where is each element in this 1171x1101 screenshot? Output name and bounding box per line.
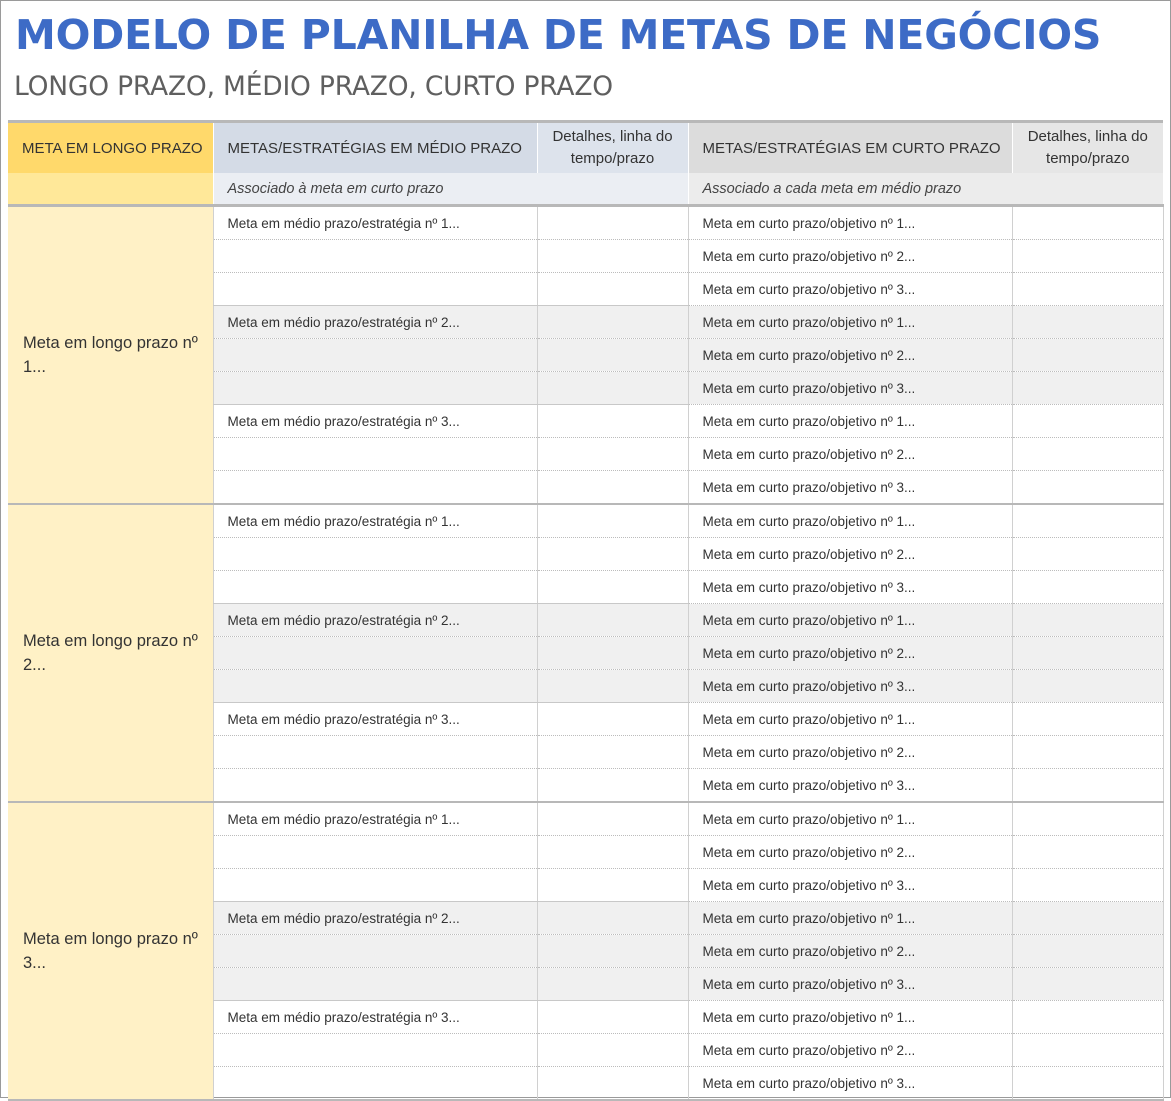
mid-term-goal-cell[interactable] <box>213 240 537 273</box>
short-term-goal-cell[interactable]: Meta em curto prazo/objetivo nº 1... <box>688 902 1012 935</box>
mid-term-goal-cell[interactable] <box>213 471 537 505</box>
mid-term-goal-cell[interactable] <box>213 372 537 405</box>
goals-table <box>8 120 1164 1101</box>
mid-term-goal-cell[interactable] <box>213 836 537 869</box>
mid-term-details-cell[interactable] <box>537 273 688 306</box>
short-term-goal-cell[interactable]: Meta em curto prazo/objetivo nº 2... <box>688 438 1012 471</box>
short-term-details-cell[interactable] <box>1012 438 1163 471</box>
short-term-details-cell[interactable] <box>1012 670 1163 703</box>
mid-term-details-cell[interactable] <box>537 438 688 471</box>
short-term-details-cell[interactable] <box>1012 206 1163 240</box>
mid-term-details-cell[interactable] <box>537 240 688 273</box>
mid-term-details-cell[interactable] <box>537 637 688 670</box>
short-term-details-cell[interactable] <box>1012 637 1163 670</box>
mid-term-details-cell[interactable] <box>537 405 688 438</box>
short-term-goal-cell[interactable]: Meta em curto prazo/objetivo nº 3... <box>688 571 1012 604</box>
short-term-details-cell[interactable] <box>1012 802 1163 836</box>
mid-term-goal-cell[interactable] <box>213 571 537 604</box>
mid-term-details-cell[interactable] <box>537 670 688 703</box>
mid-term-details-cell[interactable] <box>537 1001 688 1034</box>
page-title: MODELO DE PLANILHA DE METAS DE NEGÓCIOS <box>15 11 1102 59</box>
mid-term-goal-cell[interactable] <box>213 339 537 372</box>
mid-term-goal-cell[interactable]: Meta em médio prazo/estratégia nº 2... <box>213 902 537 935</box>
mid-term-goal-cell[interactable]: Meta em médio prazo/estratégia nº 1... <box>213 802 537 836</box>
table-row <box>8 206 1163 240</box>
table-row <box>8 504 1163 538</box>
short-term-details-cell[interactable] <box>1012 604 1163 637</box>
short-term-goal-cell[interactable]: Meta em curto prazo/objetivo nº 3... <box>688 869 1012 902</box>
short-term-goal-cell[interactable]: Meta em curto prazo/objetivo nº 2... <box>688 538 1012 571</box>
short-term-details-cell[interactable] <box>1012 836 1163 869</box>
short-term-goal-cell[interactable]: Meta em curto prazo/objetivo nº 2... <box>688 637 1012 670</box>
short-term-details-cell[interactable] <box>1012 240 1163 273</box>
short-term-goal-cell[interactable]: Meta em curto prazo/objetivo nº 3... <box>688 372 1012 405</box>
mid-term-details-cell[interactable] <box>537 802 688 836</box>
short-term-goal-cell[interactable]: Meta em curto prazo/objetivo nº 3... <box>688 968 1012 1001</box>
short-term-goal-cell[interactable]: Meta em curto prazo/objetivo nº 2... <box>688 1034 1012 1067</box>
mid-term-details-cell[interactable] <box>537 1034 688 1067</box>
header-long-term: META EM LONGO PRAZO <box>8 122 213 174</box>
mid-term-goal-cell[interactable]: Meta em médio prazo/estratégia nº 3... <box>213 1001 537 1034</box>
mid-term-details-cell[interactable] <box>537 836 688 869</box>
mid-term-goal-cell[interactable]: Meta em médio prazo/estratégia nº 3... <box>213 703 537 736</box>
short-term-details-cell[interactable] <box>1012 902 1163 935</box>
mid-term-goal-cell[interactable] <box>213 1034 537 1067</box>
mid-term-goal-cell[interactable]: Meta em médio prazo/estratégia nº 2... <box>213 604 537 637</box>
short-term-goal-cell[interactable]: Meta em curto prazo/objetivo nº 3... <box>688 670 1012 703</box>
short-term-goal-cell[interactable]: Meta em curto prazo/objetivo nº 2... <box>688 339 1012 372</box>
short-term-details-cell[interactable] <box>1012 405 1163 438</box>
mid-term-goal-cell[interactable] <box>213 1067 537 1101</box>
short-term-goal-cell[interactable]: Meta em curto prazo/objetivo nº 3... <box>688 769 1012 803</box>
short-term-goal-cell[interactable]: Meta em curto prazo/objetivo nº 2... <box>688 836 1012 869</box>
subheader-long-term-blank <box>8 173 213 206</box>
short-term-goal-cell[interactable]: Meta em curto prazo/objetivo nº 1... <box>688 703 1012 736</box>
subheader-row <box>8 173 1163 206</box>
header-mid-term: METAS/ESTRATÉGIAS EM MÉDIO PRAZO <box>213 122 537 174</box>
mid-term-details-cell[interactable] <box>537 339 688 372</box>
mid-term-goal-cell[interactable] <box>213 869 537 902</box>
mid-term-goal-cell[interactable]: Meta em médio prazo/estratégia nº 3... <box>213 405 537 438</box>
short-term-goal-cell[interactable]: Meta em curto prazo/objetivo nº 1... <box>688 604 1012 637</box>
mid-term-goal-cell[interactable] <box>213 273 537 306</box>
short-term-details-cell[interactable] <box>1012 273 1163 306</box>
header-details-mid: Detalhes, linha do tempo/prazo <box>537 122 688 174</box>
short-term-goal-cell[interactable]: Meta em curto prazo/objetivo nº 1... <box>688 206 1012 240</box>
long-term-goal-cell[interactable]: Meta em longo prazo nº 3... <box>8 802 213 1100</box>
short-term-goal-cell[interactable]: Meta em curto prazo/objetivo nº 3... <box>688 471 1012 505</box>
mid-term-details-cell[interactable] <box>537 968 688 1001</box>
short-term-details-cell[interactable] <box>1012 571 1163 604</box>
short-term-goal-cell[interactable]: Meta em curto prazo/objetivo nº 2... <box>688 240 1012 273</box>
short-term-goal-cell[interactable]: Meta em curto prazo/objetivo nº 2... <box>688 736 1012 769</box>
short-term-details-cell[interactable] <box>1012 339 1163 372</box>
short-term-details-cell[interactable] <box>1012 538 1163 571</box>
subheader-mid-note: Associado à meta em curto prazo <box>213 173 688 206</box>
mid-term-goal-cell[interactable] <box>213 670 537 703</box>
mid-term-details-cell[interactable] <box>537 471 688 505</box>
short-term-details-cell[interactable] <box>1012 1067 1163 1101</box>
mid-term-goal-cell[interactable] <box>213 736 537 769</box>
short-term-goal-cell[interactable]: Meta em curto prazo/objetivo nº 1... <box>688 306 1012 339</box>
short-term-details-cell[interactable] <box>1012 736 1163 769</box>
short-term-details-cell[interactable] <box>1012 703 1163 736</box>
short-term-details-cell[interactable] <box>1012 1001 1163 1034</box>
mid-term-goal-cell[interactable] <box>213 637 537 670</box>
short-term-goal-cell[interactable]: Meta em curto prazo/objetivo nº 1... <box>688 802 1012 836</box>
mid-term-details-cell[interactable] <box>537 703 688 736</box>
header-details-short: Detalhes, linha do tempo/prazo <box>1012 122 1163 174</box>
mid-term-goal-cell[interactable] <box>213 968 537 1001</box>
mid-term-details-cell[interactable] <box>537 206 688 240</box>
mid-term-details-cell[interactable] <box>537 935 688 968</box>
mid-term-details-cell[interactable] <box>537 869 688 902</box>
mid-term-details-cell[interactable] <box>537 902 688 935</box>
table-row <box>8 802 1163 836</box>
mid-term-details-cell[interactable] <box>537 538 688 571</box>
header-row <box>8 122 1163 174</box>
short-term-goal-cell[interactable]: Meta em curto prazo/objetivo nº 1... <box>688 405 1012 438</box>
short-term-goal-cell[interactable]: Meta em curto prazo/objetivo nº 1... <box>688 504 1012 538</box>
page-subtitle: LONGO PRAZO, MÉDIO PRAZO, CURTO PRAZO <box>14 71 613 102</box>
mid-term-goal-cell[interactable]: Meta em médio prazo/estratégia nº 1... <box>213 504 537 538</box>
short-term-details-cell[interactable] <box>1012 306 1163 339</box>
mid-term-goal-cell[interactable] <box>213 769 537 803</box>
short-term-details-cell[interactable] <box>1012 968 1163 1001</box>
subheader-short-note: Associado a cada meta em médio prazo <box>688 173 1163 206</box>
mid-term-goal-cell[interactable] <box>213 438 537 471</box>
short-term-details-cell[interactable] <box>1012 769 1163 803</box>
mid-term-details-cell[interactable] <box>537 571 688 604</box>
mid-term-details-cell[interactable] <box>537 372 688 405</box>
short-term-details-cell[interactable] <box>1012 504 1163 538</box>
short-term-details-cell[interactable] <box>1012 869 1163 902</box>
mid-term-goal-cell[interactable] <box>213 538 537 571</box>
mid-term-goal-cell[interactable]: Meta em médio prazo/estratégia nº 2... <box>213 306 537 339</box>
mid-term-details-cell[interactable] <box>537 504 688 538</box>
long-term-goal-cell[interactable]: Meta em longo prazo nº 1... <box>8 206 213 505</box>
short-term-details-cell[interactable] <box>1012 935 1163 968</box>
mid-term-details-cell[interactable] <box>537 736 688 769</box>
short-term-goal-cell[interactable]: Meta em curto prazo/objetivo nº 2... <box>688 935 1012 968</box>
short-term-goal-cell[interactable]: Meta em curto prazo/objetivo nº 3... <box>688 1067 1012 1101</box>
short-term-goal-cell[interactable]: Meta em curto prazo/objetivo nº 1... <box>688 1001 1012 1034</box>
mid-term-goal-cell[interactable] <box>213 935 537 968</box>
mid-term-details-cell[interactable] <box>537 306 688 339</box>
long-term-goal-cell[interactable]: Meta em longo prazo nº 2... <box>8 504 213 802</box>
mid-term-details-cell[interactable] <box>537 769 688 803</box>
mid-term-details-cell[interactable] <box>537 1067 688 1101</box>
mid-term-details-cell[interactable] <box>537 604 688 637</box>
mid-term-goal-cell[interactable]: Meta em médio prazo/estratégia nº 1... <box>213 206 537 240</box>
short-term-goal-cell[interactable]: Meta em curto prazo/objetivo nº 3... <box>688 273 1012 306</box>
short-term-details-cell[interactable] <box>1012 1034 1163 1067</box>
short-term-details-cell[interactable] <box>1012 471 1163 505</box>
short-term-details-cell[interactable] <box>1012 372 1163 405</box>
header-short-term: METAS/ESTRATÉGIAS EM CURTO PRAZO <box>688 122 1012 174</box>
